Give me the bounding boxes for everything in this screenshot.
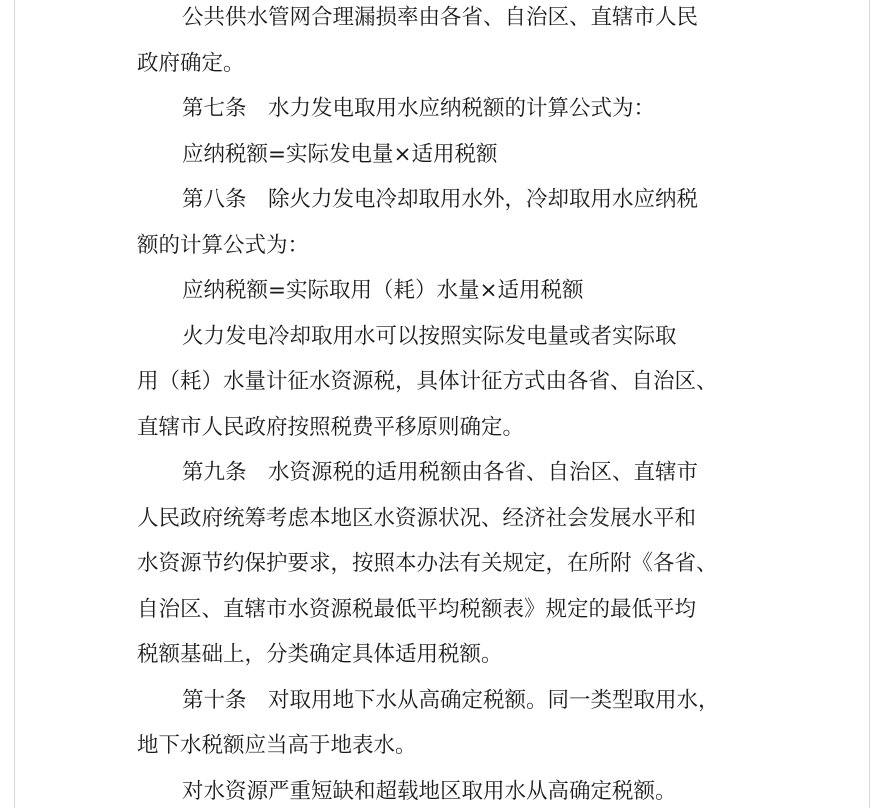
page-left-edge — [14, 0, 15, 808]
article-8-heading-line: 第八条 除火力发电冷却取用水外，冷却取用水应纳税 — [182, 187, 699, 212]
page-right-edge — [869, 0, 870, 808]
paragraph-line: 额的计算公式为： — [137, 233, 310, 258]
paragraph-line: 人民政府统筹考虑本地区水资源状况、经济社会发展水平和 — [137, 506, 697, 531]
paragraph-line: 直辖市人民政府按照税费平移原则确定。 — [137, 415, 525, 440]
formula-line: 应纳税额=实际发电量×适用税额 — [182, 142, 498, 167]
paragraph-line: 税额基础上，分类确定具体适用税额。 — [137, 642, 503, 667]
article-7-heading-line: 第七条 水力发电取用水应纳税额的计算公式为： — [182, 96, 656, 121]
paragraph-line: 用（耗）水量计征水资源税，具体计征方式由各省、自治区、 — [137, 369, 718, 394]
article-10-heading-line: 第十条 对取用地下水从高确定税额。同一类型取用水， — [182, 688, 720, 713]
paragraph-line: 自治区、直辖市水资源税最低平均税额表》规定的最低平均 — [137, 597, 697, 622]
formula-line: 应纳税额=实际取用（耗）水量×适用税额 — [182, 278, 584, 303]
paragraph-line: 公共供水管网合理漏损率由各省、自治区、直辖市人民 — [182, 5, 699, 30]
paragraph-line: 政府确定。 — [137, 51, 245, 76]
paragraph-line: 火力发电冷却取用水可以按照实际发电量或者实际取 — [182, 324, 677, 349]
article-9-heading-line: 第九条 水资源税的适用税额由各省、自治区、直辖市 — [182, 460, 699, 485]
paragraph-line: 水资源节约保护要求，按照本办法有关规定，在所附《各省、 — [137, 551, 718, 576]
paragraph-line: 地下水税额应当高于地表水。 — [137, 733, 417, 758]
paragraph-line: 对水资源严重短缺和超载地区取用水从高确定税额。 — [182, 779, 677, 804]
